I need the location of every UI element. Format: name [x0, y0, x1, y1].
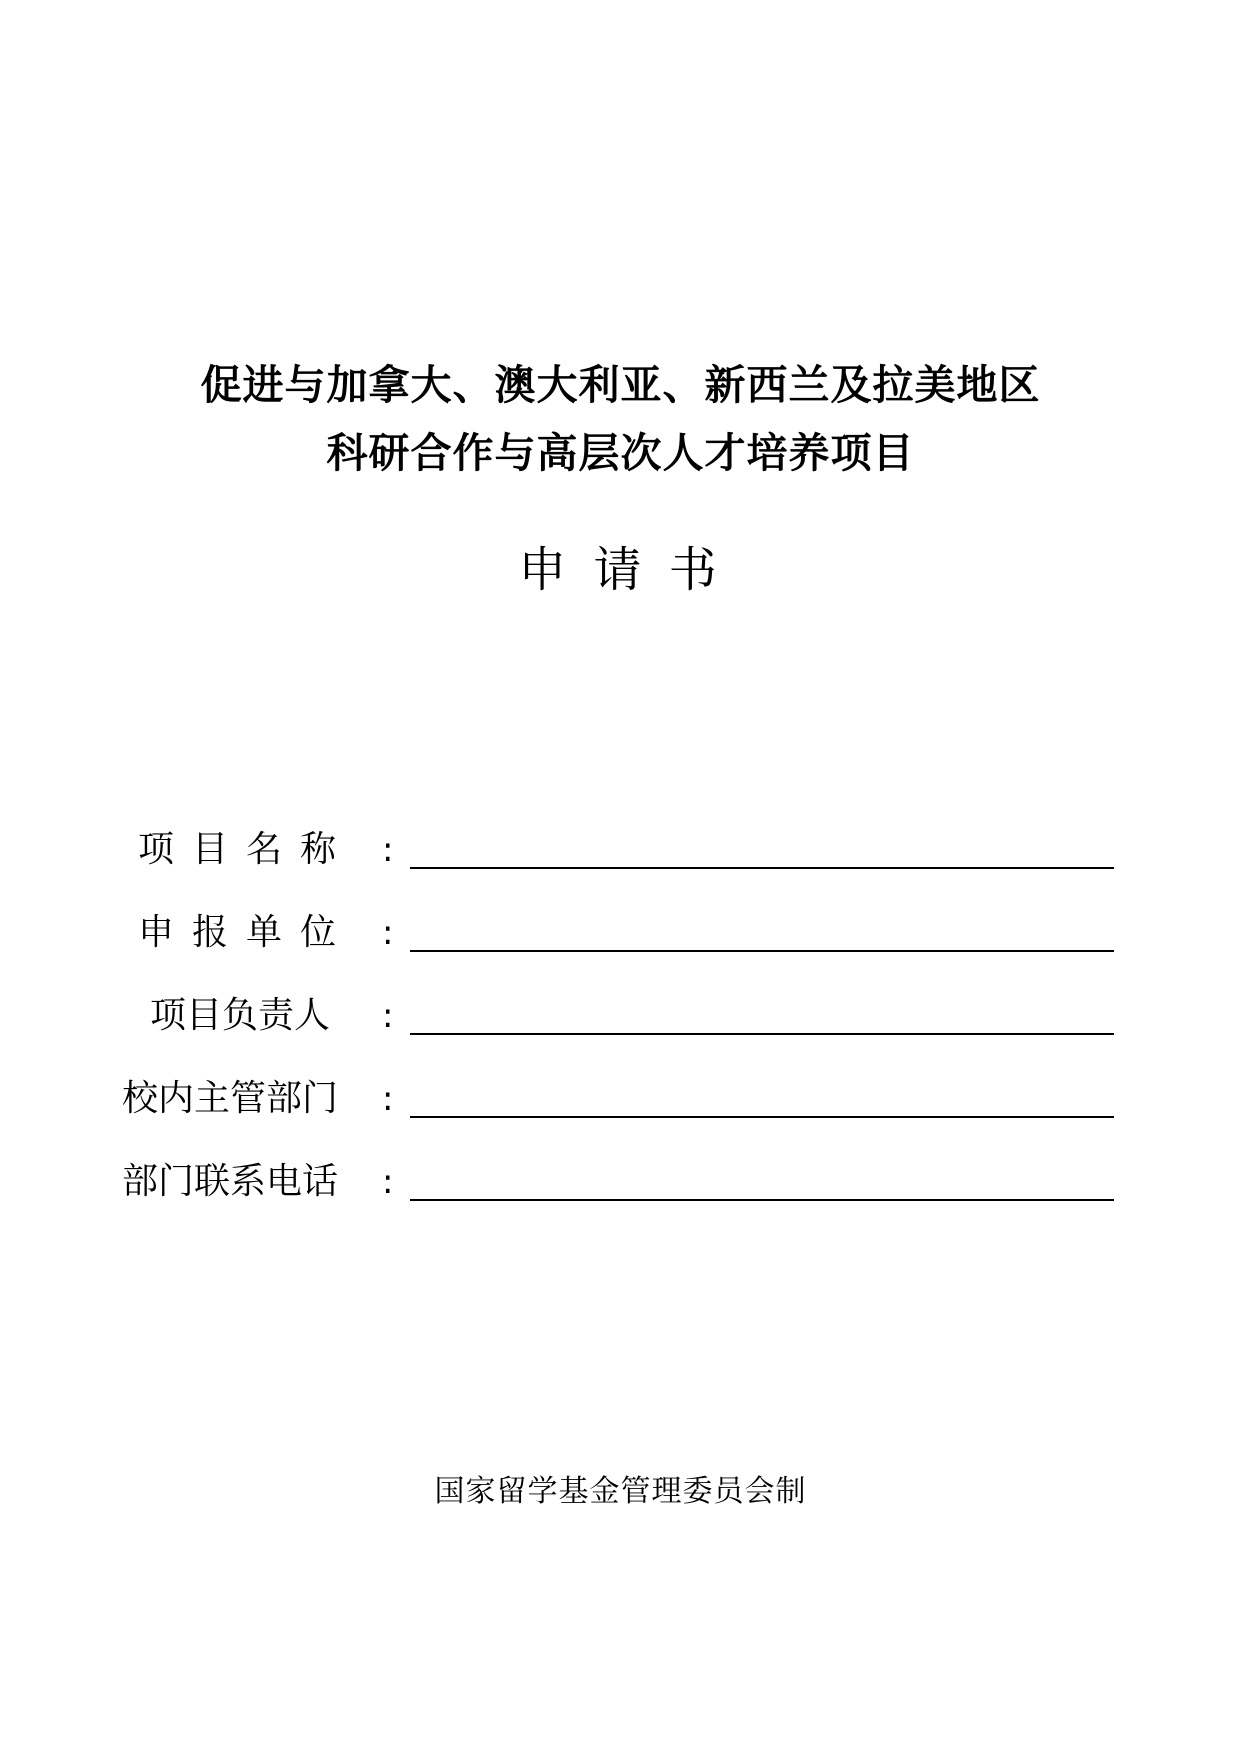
form-row-project-name — [0, 825, 1241, 875]
department-phone-colon: : — [382, 1162, 394, 1202]
form-row-supervising-department — [0, 1074, 1241, 1124]
project-leader-label: 项目负责人 — [150, 995, 331, 1036]
issuer-footer: 国家留学基金管理委员会制 — [434, 1474, 807, 1509]
supervising-department-field[interactable] — [410, 1116, 1114, 1118]
project-leader-field[interactable] — [410, 1033, 1114, 1035]
title-line-1: 促进与加拿大、澳大利亚、新西兰及拉美地区 — [200, 361, 1041, 409]
project-name-field[interactable] — [410, 867, 1114, 869]
project-leader-colon: : — [382, 996, 394, 1036]
project-name-colon: : — [382, 830, 394, 870]
department-phone-label: 部门联系电话 — [122, 1161, 339, 1202]
department-phone-field[interactable] — [410, 1199, 1114, 1201]
title-line-2: 科研合作与高层次人才培养项目 — [326, 429, 915, 477]
supervising-department-colon: : — [382, 1079, 394, 1119]
applicant-unit-colon: : — [382, 913, 394, 953]
form-row-department-phone — [0, 1157, 1241, 1207]
document-type-title: 申 请 书 — [518, 542, 723, 598]
project-name-label: 项目名称 — [138, 829, 355, 870]
form-row-applicant-unit — [0, 908, 1241, 958]
supervising-department-label: 校内主管部门 — [122, 1078, 339, 1119]
applicant-unit-label: 申报单位 — [138, 912, 355, 953]
applicant-unit-field[interactable] — [410, 950, 1114, 952]
form-row-project-leader — [0, 991, 1241, 1041]
